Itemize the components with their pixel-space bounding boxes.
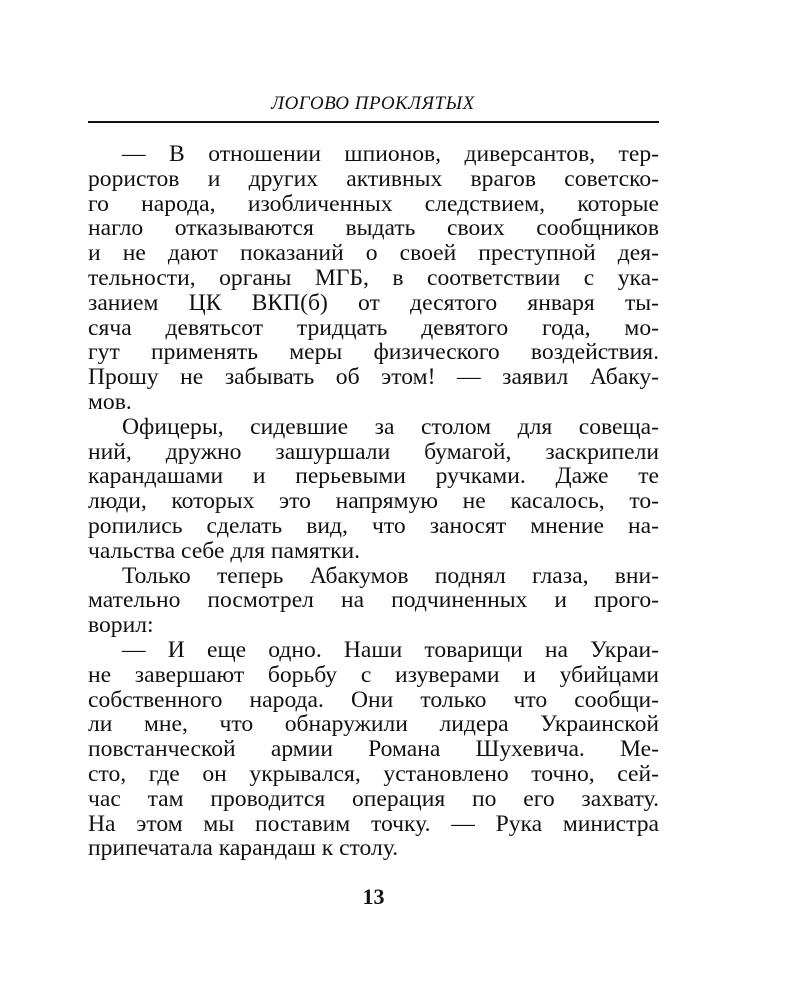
text-line: рористов и других активных врагов советско- [88,165,659,192]
text-line: Только теперь Абакумов поднял глаза, вни- [122,562,659,589]
text-line: карандашами и перьевыми ручками. Даже те [88,463,659,490]
text-line: мательно посмотрел на подчиненных и прого- [88,587,659,614]
paragraph [88,142,659,415]
text-line: Прошу не забывать об этом! — заявил Абаку- [88,364,659,391]
running-head: ЛОГОВО ПРОКЛЯТЫХ [271,93,475,114]
body-text [88,142,659,861]
text-line: — И еще одно. Наши товарищи на Украи- [122,636,659,663]
header-rule [88,121,659,123]
text-line: ли мне, что обнаружили лидера Украинской [88,711,659,738]
text-line: — В отношении шпионов, диверсантов, тер- [122,141,659,167]
text-line: го народа, изобличенных следствием, которые [88,190,659,217]
text-line: и не дают показаний о своей преступной дея- [88,240,659,267]
text-line: ропились сделать вид, что заносят мнение на- [88,512,659,539]
text-line: нагло отказываются выдать своих сообщников [88,215,659,242]
text-line: не завершают борьбу с изуверами и убийцами [88,661,659,688]
paragraph [88,415,659,564]
text-line: сяча девятьсот тридцать девятого года, мо- [88,314,659,341]
text-line: На этом мы поставим точку. — Рука министра [88,810,659,837]
text-line: занием ЦК ВКП(б) от десятого января ты- [88,289,659,316]
text-line: повстанческой армии Романа Шухевича. Ме- [88,736,659,763]
text-line: припечатала карандаш к столу. [88,835,399,862]
text-line: тельности, органы МГБ, в соответствии с ука- [88,264,659,291]
page-number: 13 [362,884,385,909]
paragraph [88,564,659,638]
text-line: ворил: [88,612,154,639]
text-line: чальства себе для памятки. [88,537,361,564]
text-line: люди, которых это напрямую не касалось, то- [88,488,659,515]
text-line: сто, где он укрывался, установлено точно, сей- [88,760,659,787]
text-line: Офицеры, сидевшие за столом для совеща- [122,413,659,440]
text-line: ний, дружно зашуршали бумагой, заскрипели [88,438,659,465]
text-line: гут применять меры физического воздействия. [88,339,659,366]
text-line: мов. [88,388,132,415]
text-line: собственного народа. Они только что сообщи- [88,686,659,713]
text-line: час там проводится операция по его захвату. [88,785,659,812]
paragraph [88,638,659,861]
